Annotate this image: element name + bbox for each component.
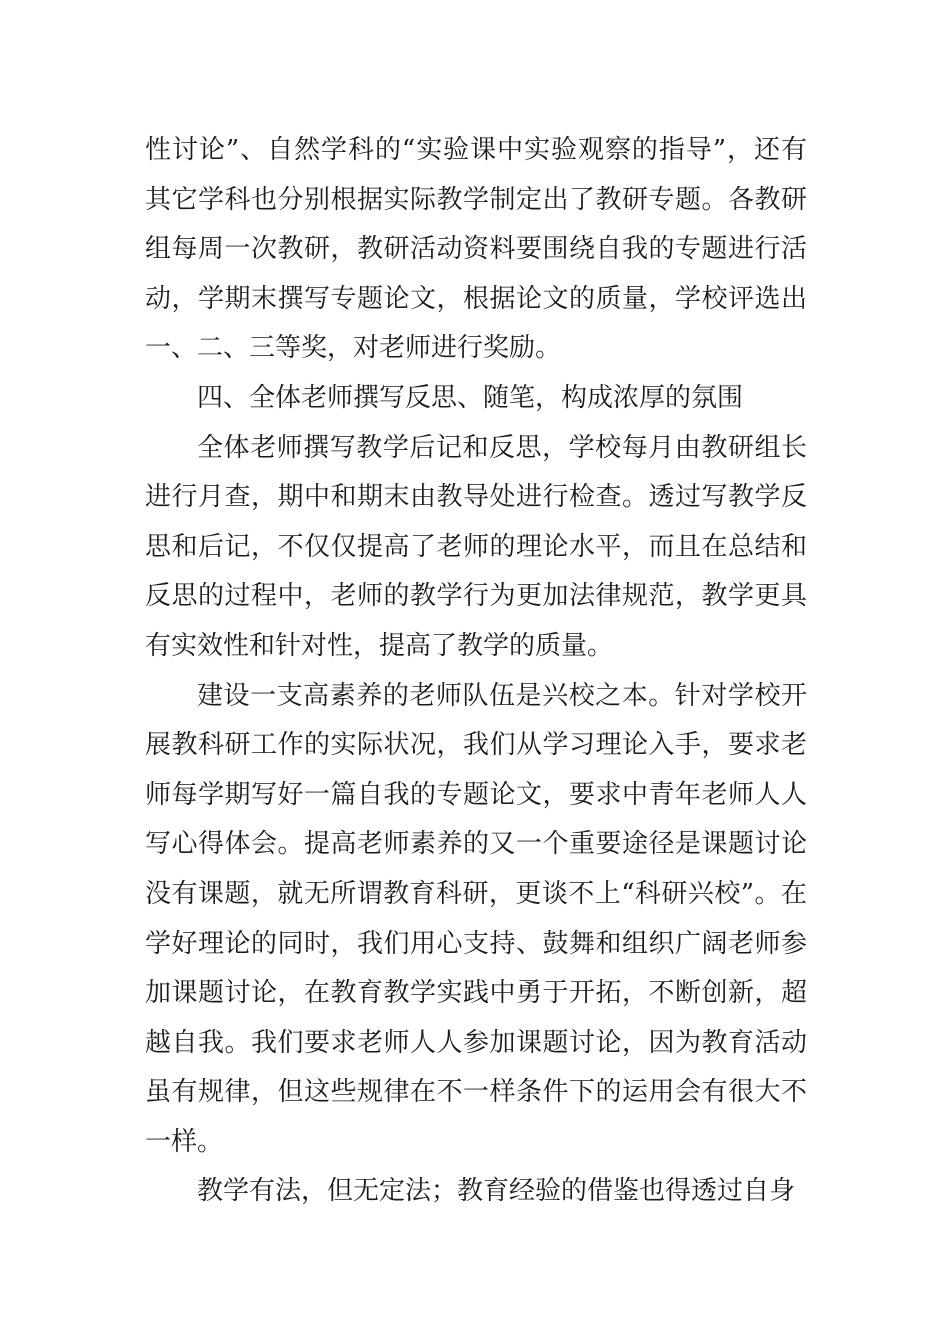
paragraph-teaching-methods: 教学有法，但无定法；教育经验的借鉴也得透过自身 xyxy=(197,1176,796,1207)
paragraph-teacher-team: 建设一支高素养的老师队伍是兴校之本。针对学校开展教科研工作的实际状况，我们从学习理论入手，要求老师每学期写好一篇自我的专题论文，要求中青年老师人人写心得体会。提高老师素养的又一个重要途径是课题讨论没有课题，就无所谓教育科研，更谈不上“科研兴校”。在学好理论的同时，我们用心支持、鼓舞和组织广阔老师参加课题讨论，在教育教学实践中勇于开拓，不断创新，超越自我。我们要求老师人人参加课题讨论，因为教育活动虽有规律，但这些规律在不一样条件下的运用会有很大不一样。 xyxy=(145,680,807,1157)
paragraph-teaching-reflection: 全体老师撰写教学后记和反思，学校每月由教研组长进行月查，期中和期末由教导处进行检查。透过写教学反思和后记，不仅仅提高了老师的理论水平，而且在总结和反思的过程中，老师的教学行为更加法律规范，教学更具有实效性和针对性，提高了教学的质量。 xyxy=(145,432,807,661)
document-body xyxy=(145,126,807,1217)
section-heading-reflection: 四、全体老师撰写反思、随笔，构成浓厚的氛围 xyxy=(197,382,744,413)
paragraph-research-topics: 性讨论”、自然学科的“实验课中实验观察的指导”，还有其它学科也分别根据实际教学制定出了教研专题。各教研组每周一次教研，教研活动资料要围绕自我的专题进行活动，学期末撰写专题论文，根据论文的质量，学校评选出一、二、三等奖，对老师进行奖励。 xyxy=(145,135,807,364)
